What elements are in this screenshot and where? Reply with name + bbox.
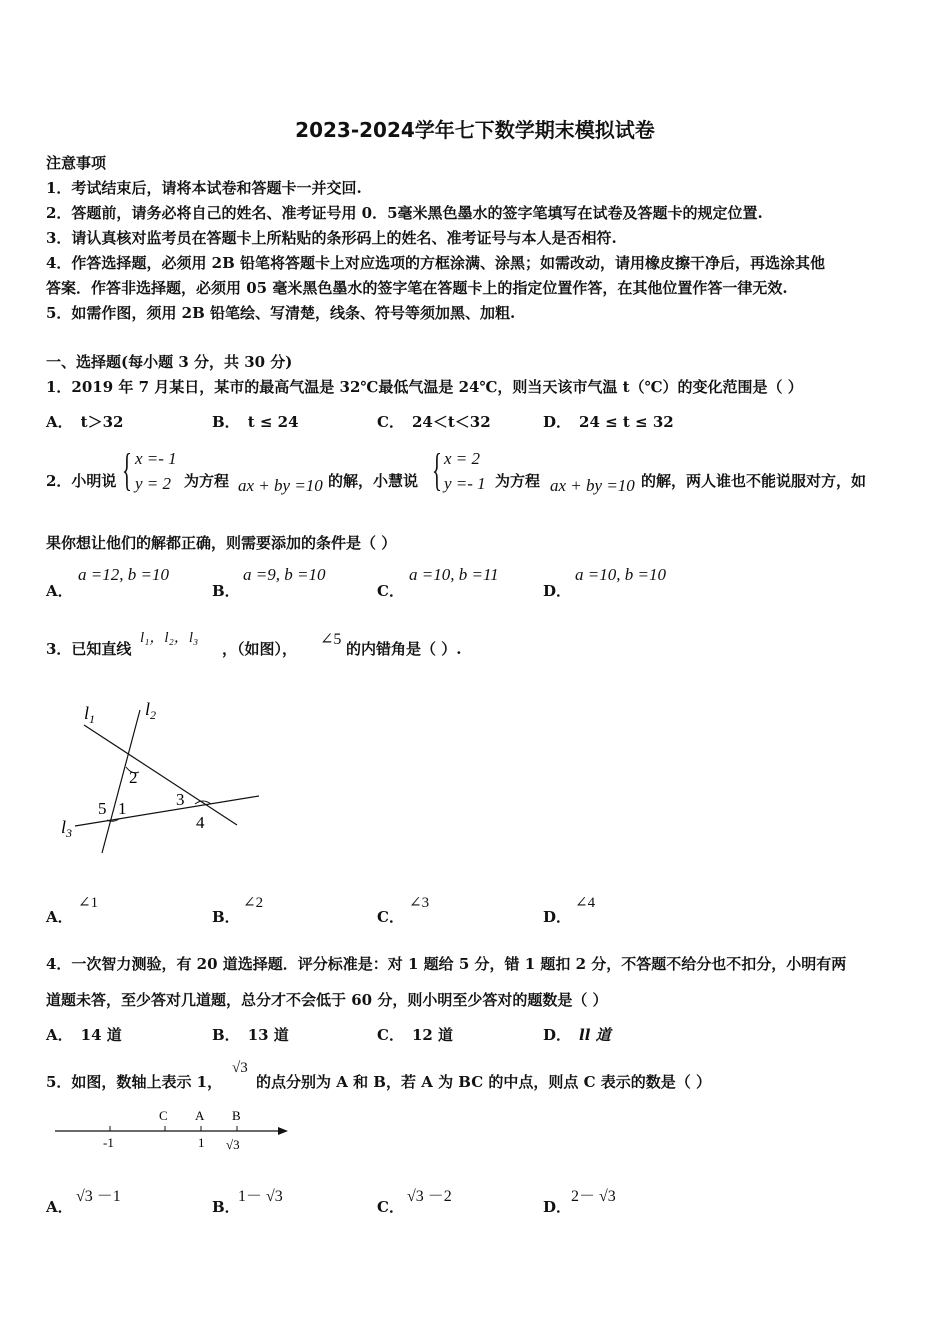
q3-text-3: 的内错角是（ ）. (346, 640, 462, 658)
q5-text-2: 的点分别为 A 和 B，若 A 为 BC 的中点，则点 C 表示的数是（ ） (256, 1073, 712, 1091)
q3-option-b: ∠2 (243, 895, 264, 911)
q2-text-5: 的解，两人谁也不能说服对方，如 (641, 472, 867, 490)
q2-text-2: 为方程 (184, 472, 230, 490)
q5-option-d-letter: D． (543, 1198, 572, 1216)
q3-angle: ∠5 (320, 631, 342, 648)
brace: { (122, 444, 132, 495)
q3-text-1: 3．已知直线 (46, 640, 132, 658)
q2-option-d: a =10, b =10 (575, 565, 666, 584)
q5-option-c-letter: C． (377, 1198, 404, 1216)
q4-line1: 4．一次智力测验，有 20 道选择题．评分标准是：对 1 题给 5 分，错 1 题扣 2 分，不答题不给分也不扣分，小明有两 (46, 955, 847, 973)
line-l1 (84, 725, 237, 825)
q2-option-b-letter: B． (212, 582, 240, 600)
point-label-b: B (232, 1108, 241, 1123)
q5-option-d: 2－ √3 (571, 1188, 616, 1205)
q5-option-a-letter: A． (46, 1198, 73, 1216)
q3-option-a-letter: A． (46, 908, 73, 926)
q4-option-d: D． ll 道 (543, 1026, 611, 1044)
lines-angles-figure (55, 695, 265, 860)
q2-option-a: a =12, b =10 (78, 565, 169, 584)
q4-option-c: C． 12 道 (377, 1026, 454, 1044)
tick-label: -1 (103, 1135, 114, 1150)
q3-option-b-letter: B． (212, 908, 240, 926)
tick-label: 1 (198, 1135, 205, 1150)
q2-text-1: 2．小明说 (46, 472, 117, 490)
q5-sqrt3: √3 (232, 1060, 248, 1076)
q2-option-c-letter: C． (377, 582, 404, 600)
angle-label-1: 1 (118, 799, 127, 818)
q2-text-4: 为方程 (495, 472, 541, 490)
q2-option-d-letter: D． (543, 582, 572, 600)
q3-lines: l₁，l₂，l₃ (140, 630, 199, 646)
q2-option-c: a =10, b =11 (409, 565, 499, 584)
notice-item: 4．作答选择题，必须用 2B 铅笔将答题卡上对应选项的方框涂满、涂黑；如需改动，请用橡皮擦干净后，再选涂其他 (46, 254, 826, 272)
q2-option-b: a =9, b =10 (243, 565, 326, 584)
q5-option-a: √3 －1 (76, 1188, 121, 1205)
q4-line2: 道题未答，至少答对几道题，总分才不会低于 60 分，则小明至少答对的题数是（ ） (46, 991, 608, 1009)
equation-1: ax + by =10 (238, 476, 323, 495)
angle-label-2: 2 (129, 768, 138, 787)
number-line (50, 1100, 300, 1160)
q1-option-d: D． 24 ≤ t ≤ 32 (543, 413, 674, 431)
q5-option-c: √3 －2 (407, 1188, 452, 1205)
q2-option-a-letter: A． (46, 582, 73, 600)
q4-option-b: B． 13 道 (212, 1026, 289, 1044)
q5-text-1: 5．如图，数轴上表示 1， (46, 1073, 223, 1091)
section-heading: 一、选择题(每小题 3 分，共 30 分) (46, 353, 293, 371)
q3-option-a: ∠1 (78, 895, 99, 911)
equation-system-2: x = 2 y =- 1 (444, 449, 486, 493)
axis-arrow-icon (278, 1127, 288, 1135)
label-l1: $l_1$ (84, 703, 96, 726)
q5-option-b-letter: B． (212, 1198, 240, 1216)
angle-label-5: 5 (98, 799, 107, 818)
point-label-a: A (195, 1108, 205, 1123)
notice-heading: 注意事项 (46, 154, 107, 172)
equation-system-1: x =- 1 y = 2 (135, 449, 177, 493)
q3-option-d: ∠4 (575, 895, 596, 911)
label-l3: $l_3$ (61, 817, 73, 840)
brace: { (432, 444, 442, 495)
point-label-c: C (159, 1108, 168, 1123)
q1-stem: 1．2019 年 7 月某日，某市的最高气温是 32℃最低气温是 24℃，则当天该市气温 t（℃）的变化范围是（ ） (46, 378, 803, 396)
page-title: 2023-2024学年七下数学期末模拟试卷 (295, 118, 655, 142)
q2-text-3: 的解，小慧说 (328, 472, 419, 490)
notice-item: 3．请认真核对监考员在答题卡上所粘贴的条形码上的姓名、准考证号与本人是否相符. (46, 229, 617, 247)
q3-text-2: ，（如图）， (222, 640, 298, 658)
notice-item: 1．考试结束后，请将本试卷和答题卡一并交回. (46, 179, 362, 197)
q1-option-a: A． t＞32 (46, 413, 124, 431)
equation-2: ax + by =10 (550, 476, 635, 495)
angle-label-3: 3 (176, 790, 185, 809)
q1-option-b: B． t ≤ 24 (212, 413, 299, 431)
notice-item: 2．答题前，请务必将自己的姓名、准考证号用 0．5毫米黑色墨水的签字笔填写在试卷及答题卡的规定位置. (46, 204, 763, 222)
label-l2: $l_2$ (145, 699, 157, 722)
q3-option-c-letter: C． (377, 908, 404, 926)
notice-item: 5．如需作图，须用 2B 铅笔绘、写清楚，线条、符号等须加黑、加粗. (46, 304, 516, 322)
q4-option-a: A． 14 道 (46, 1026, 122, 1044)
tick-label: √3 (226, 1137, 240, 1152)
q2-text-line2: 果你想让他们的解都正确，则需要添加的条件是（ ） (46, 534, 397, 552)
q3-option-c: ∠3 (409, 895, 430, 911)
q3-option-d-letter: D． (543, 908, 572, 926)
angle-label-4: 4 (196, 813, 205, 832)
notice-item: 答案．作答非选择题，必须用 05 毫米黑色墨水的签字笔在答题卡上的指定位置作答，在其他位置作答一律无效. (46, 279, 788, 297)
q1-option-c: C． 24＜t＜32 (377, 413, 491, 431)
q5-option-b: 1－ √3 (238, 1188, 283, 1205)
